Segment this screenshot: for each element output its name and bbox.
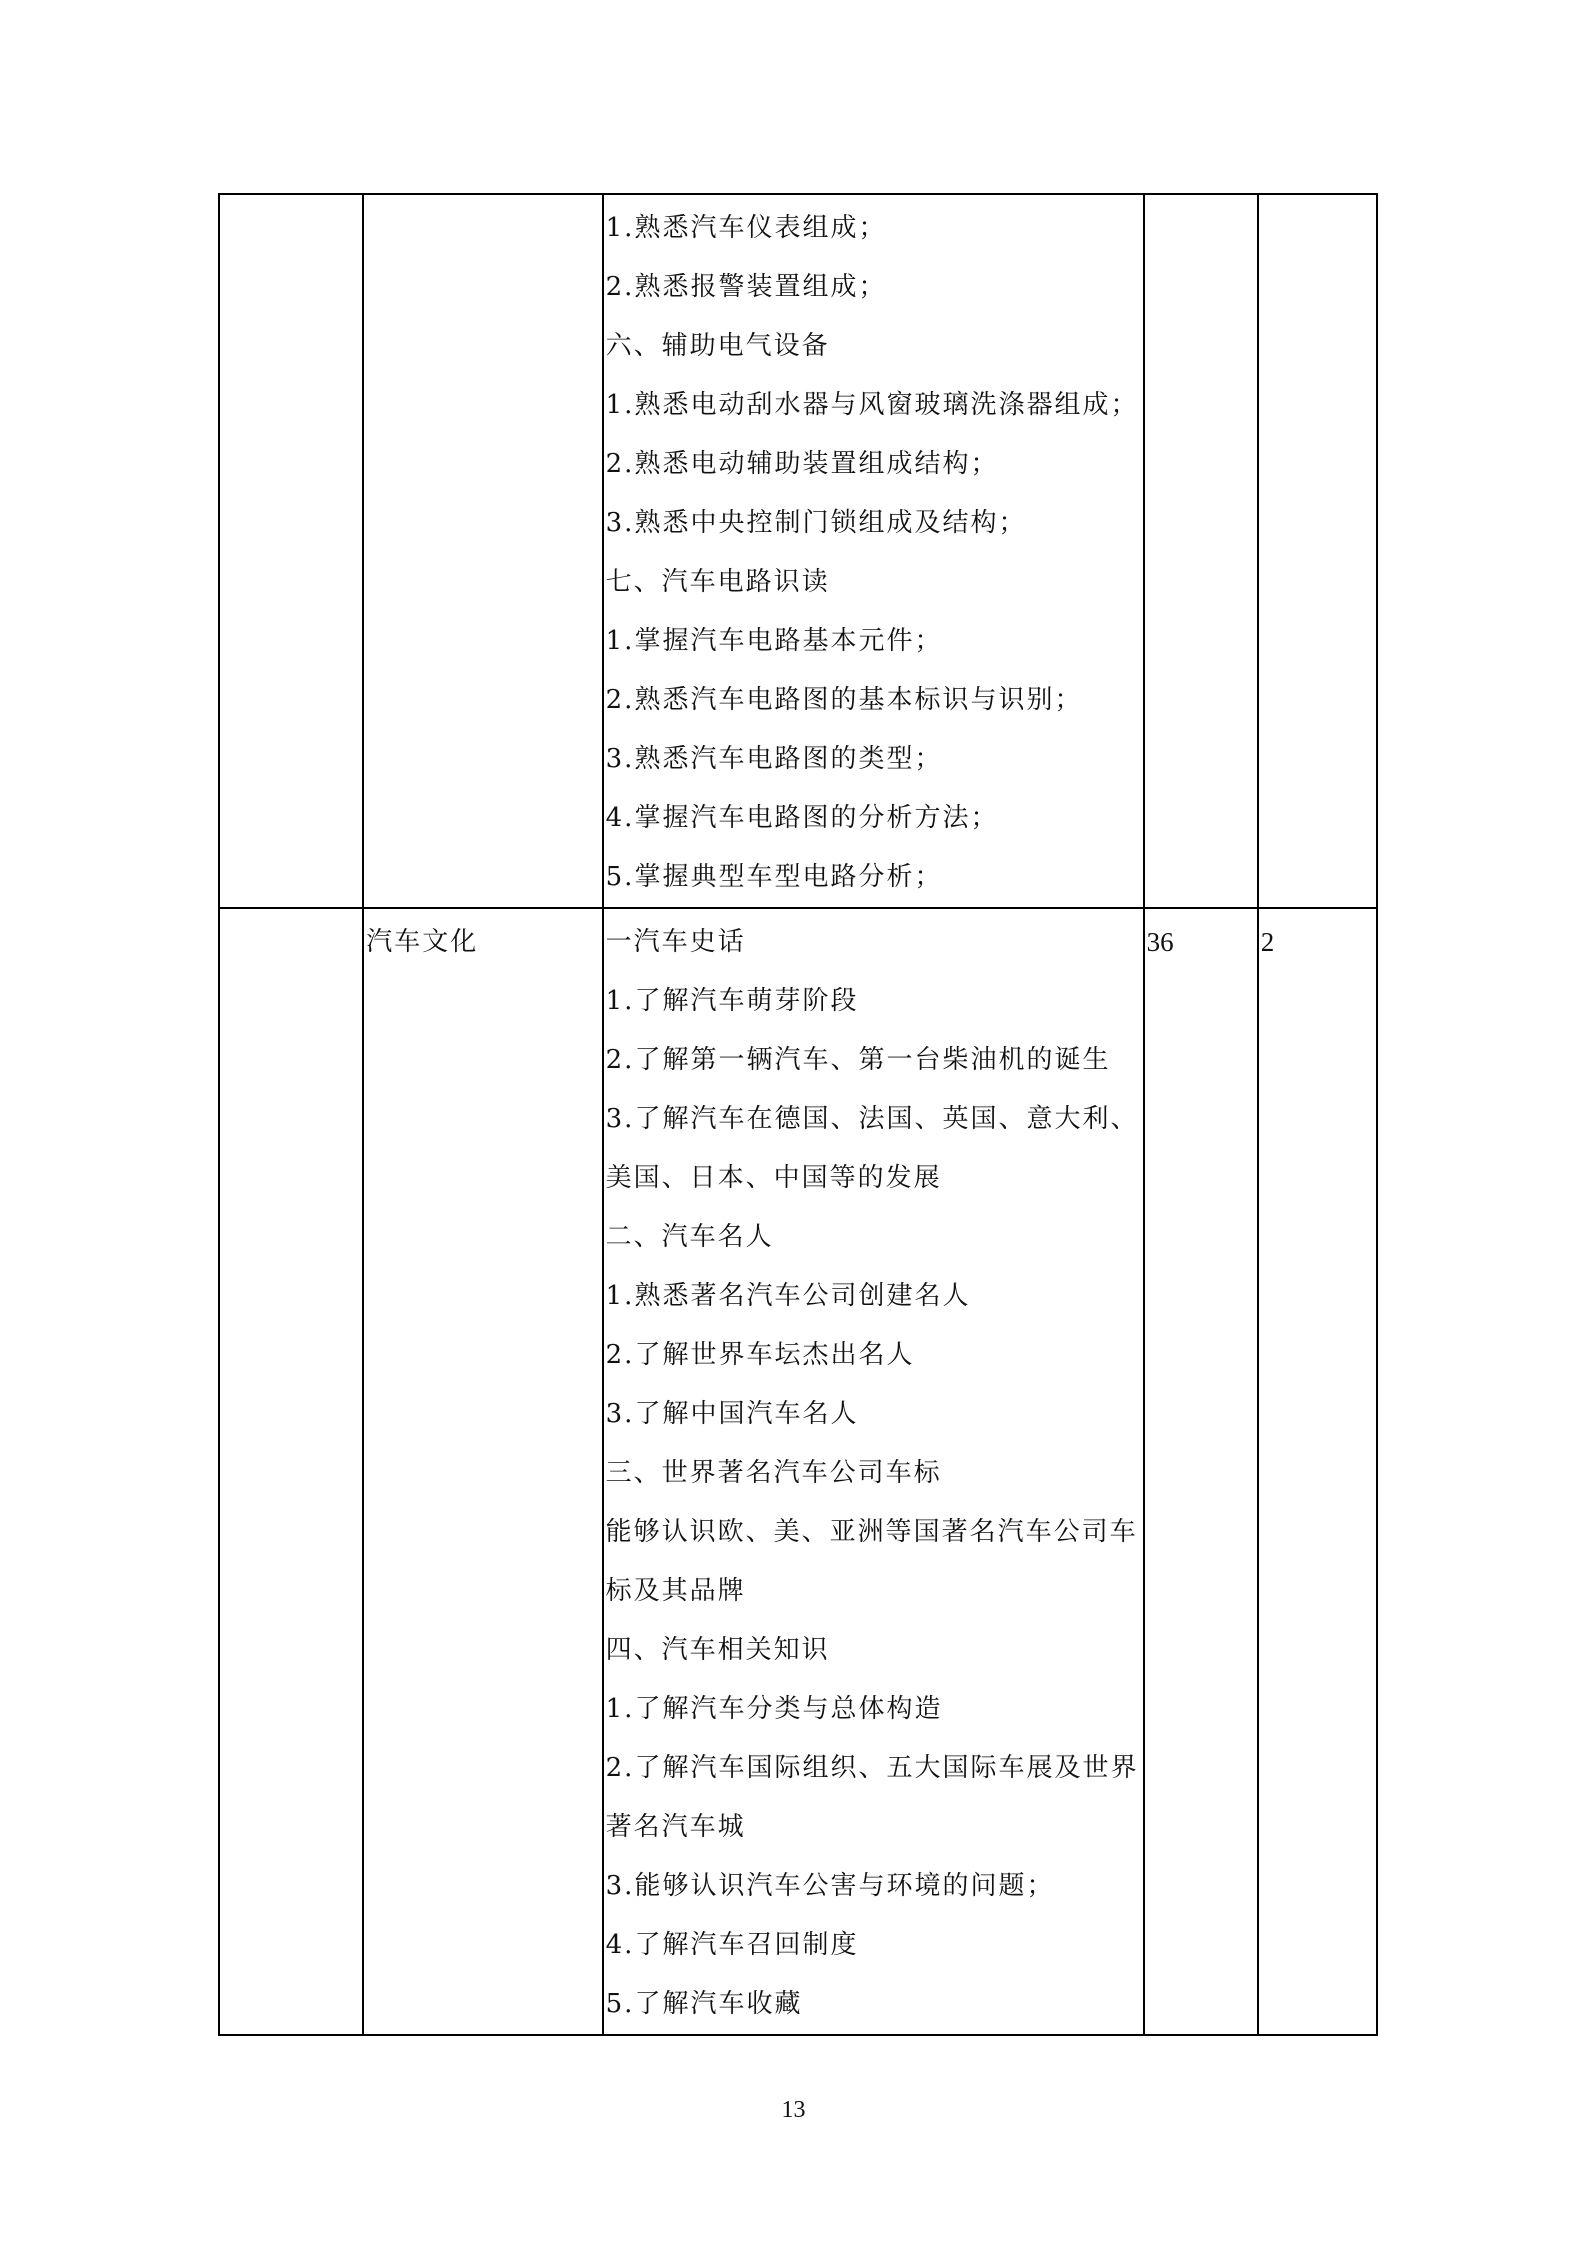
content-line: 2.了解世界车坛杰出名人 [605, 1340, 915, 1370]
hours-value: 36 [1146, 927, 1174, 957]
content-line: 一汽车史话 [605, 927, 746, 957]
content-line: 5.掌握典型车型电路分析； [605, 862, 943, 892]
content-lines [604, 913, 1143, 2034]
content-line: 2.熟悉报警装置组成； [605, 272, 887, 302]
content-line: 1.熟悉电动刮水器与风窗玻璃洗涤器组成； [605, 390, 1139, 420]
content-line: 六、辅助电气设备 [605, 331, 830, 361]
hours-cell [1144, 194, 1258, 908]
content-line: 七、汽车电路识读 [605, 567, 830, 597]
content-line: 5.了解汽车收藏 [605, 1989, 803, 2019]
content-line: 二、汽车名人 [605, 1222, 774, 1252]
content-line: 1.熟悉汽车仪表组成； [605, 213, 887, 243]
course-name-cell [363, 908, 602, 2035]
content-line: 4.了解汽车召回制度 [605, 1930, 859, 1960]
content-line: 2.熟悉电动辅助装置组成结构； [605, 449, 999, 479]
credits-cell [1258, 194, 1377, 908]
content-line: 3.熟悉汽车电路图的类型； [605, 744, 943, 774]
content-line: 3.熟悉中央控制门锁组成及结构； [605, 508, 1027, 538]
content-line: 3.能够认识汽车公害与环境的问题； [605, 1871, 1055, 1901]
content-line: 1.掌握汽车电路基本元件； [605, 626, 943, 656]
category-cell [219, 194, 363, 908]
course-name-cell [363, 194, 602, 908]
content-cell [603, 908, 1144, 2035]
content-line: 2.了解汽车国际组织、五大国际车展及世界 [605, 1753, 1139, 1783]
content-line: 1.熟悉著名汽车公司创建名人 [605, 1281, 971, 1311]
content-line: 四、汽车相关知识 [605, 1635, 830, 1665]
content-line: 美国、日本、中国等的发展 [605, 1163, 942, 1193]
hours-cell [1144, 908, 1258, 2035]
content-line: 1.了解汽车萌芽阶段 [605, 986, 859, 1016]
curriculum-table [218, 193, 1378, 2036]
page-number: 13 [781, 2097, 806, 2123]
credits-cell [1258, 908, 1377, 2035]
content-line: 3.了解汽车在德国、法国、英国、意大利、 [605, 1104, 1139, 1134]
content-line: 4.掌握汽车电路图的分析方法； [605, 803, 999, 833]
content-line: 1.了解汽车分类与总体构造 [605, 1694, 943, 1724]
category-cell [219, 908, 363, 2035]
content-line: 标及其品牌 [605, 1576, 746, 1606]
credits-value: 2 [1260, 927, 1275, 957]
content-line: 著名汽车城 [605, 1812, 746, 1842]
course-name: 汽车文化 [366, 927, 479, 957]
table-row [219, 194, 1377, 908]
content-line: 能够认识欧、美、亚洲等国著名汽车公司车 [605, 1517, 1138, 1547]
content-line: 2.熟悉汽车电路图的基本标识与识别； [605, 685, 1083, 715]
content-lines [604, 199, 1143, 907]
content-line: 3.了解中国汽车名人 [605, 1399, 859, 1429]
table-row [219, 908, 1377, 2035]
content-line: 2.了解第一辆汽车、第一台柴油机的诞生 [605, 1045, 1111, 1075]
content-line: 三、世界著名汽车公司车标 [605, 1458, 942, 1488]
content-cell [603, 194, 1144, 908]
